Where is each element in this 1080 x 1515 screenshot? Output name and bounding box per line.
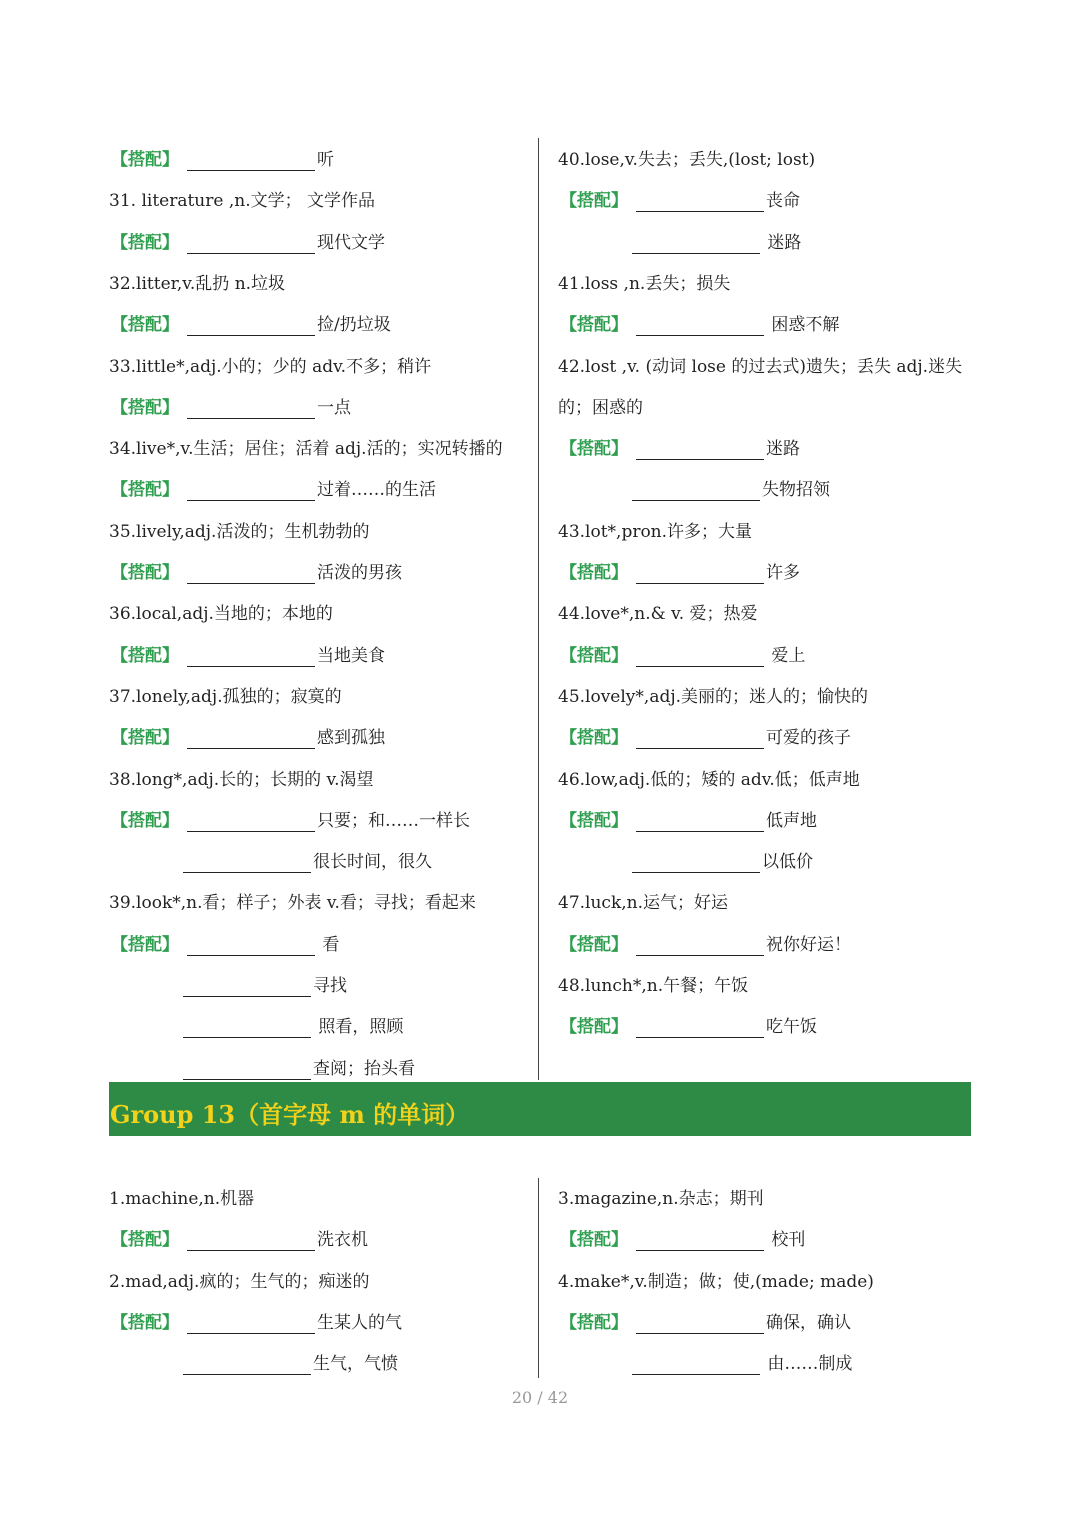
word-entry: 35.lively,adj.活泼的；生机勃勃的 [109, 521, 370, 542]
collocation-tag: 【搭配】 [111, 934, 179, 955]
collocation-meaning: 洗衣机 [317, 1230, 368, 1251]
collocation-tag: 【搭配】 [111, 150, 179, 170]
fill-blank [632, 854, 760, 873]
collocation-meaning: 感到孤独 [317, 728, 385, 749]
collocation-tag: 【搭配】 [560, 810, 628, 831]
collocation-line [560, 314, 839, 336]
word-entry: 48.lunch*,n.午餐；午饭 [558, 976, 749, 996]
word-entry: 的；困惑的 [558, 397, 643, 418]
fill-blank [636, 937, 764, 956]
collocation-line [560, 438, 800, 460]
fill-blank [187, 937, 315, 956]
word-entry: 4.make*,v.制造；做；使,(made; made) [558, 1271, 874, 1292]
word-entry: 36.local,adj.当地的；本地的 [109, 604, 333, 625]
collocation-line [111, 149, 334, 171]
collocation-line [560, 562, 800, 584]
word-entry: 47.luck,n.运气；好运 [558, 893, 728, 914]
collocation-tag: 【搭配】 [560, 315, 628, 336]
collocation-meaning: 爱上 [766, 645, 806, 666]
word-entry: 40.lose,v.失去；丢失,(lost; lost) [558, 150, 816, 170]
word-entry: 32.litter,v.乱扔 n.垃圾 [109, 273, 286, 294]
fill-blank [187, 565, 315, 584]
collocation-line [560, 934, 851, 956]
collocation-tag: 【搭配】 [111, 810, 179, 831]
collocation-meaning: 捡/扔垃圾 [317, 315, 391, 336]
collocation-tag: 【搭配】 [111, 728, 179, 749]
page-number: 20 / 42 [511, 1388, 569, 1407]
collocation-meaning: 看 [317, 934, 340, 955]
fill-blank [636, 1232, 764, 1251]
word-entry: 31. literature ,n.文学； 文学作品 [109, 191, 375, 212]
collocation-tag: 【搭配】 [111, 397, 179, 418]
word-entry: 2.mad,adj.疯的；生气的；痴迷的 [109, 1271, 370, 1292]
collocation-meaning: 丧命 [766, 191, 800, 212]
collocation-tag: 【搭配】 [111, 563, 179, 583]
word-entry: 43.lot*,pron.许多；大量 [558, 521, 753, 542]
column-divider-bottom [538, 1178, 539, 1378]
group-header: Group 13（首字母 m 的单词） [110, 1100, 470, 1129]
collocation-meaning: 过着……的生活 [317, 480, 436, 501]
collocation-tag: 【搭配】 [560, 191, 628, 212]
collocation-meaning: 当地美食 [317, 645, 385, 666]
collocation-line [111, 397, 351, 419]
word-entry: 45.lovely*,adj.美丽的；迷人的；愉快的 [558, 686, 869, 707]
collocation-meaning: 校刊 [766, 1230, 806, 1251]
collocation-line [111, 727, 385, 749]
fill-blank [187, 317, 315, 336]
fill-blank [187, 152, 315, 171]
fill-blank [636, 1315, 764, 1334]
fill-blank [636, 730, 764, 749]
collocation-tag: 【搭配】 [111, 645, 179, 666]
collocation-line [560, 810, 817, 832]
collocation-line [560, 645, 805, 667]
word-entry: 46.low,adj.低的；矮的 adv.低；低声地 [558, 769, 860, 790]
collocation-meaning: 听 [317, 150, 334, 170]
fill-blank [187, 730, 315, 749]
collocation-line [111, 1229, 368, 1251]
collocation-meaning: 迷路 [762, 232, 802, 253]
collocation-meaning: 查阅；抬头看 [313, 1058, 415, 1079]
collocation-line [111, 810, 470, 832]
fill-blank [187, 1315, 315, 1334]
collocation-meaning: 现代文学 [317, 232, 385, 253]
word-entry: 33.little*,adj.小的；少的 adv.不多；稍许 [109, 356, 432, 377]
collocation-tag: 【搭配】 [111, 315, 179, 336]
collocation-tag: 【搭配】 [560, 1017, 628, 1038]
fill-blank [187, 1232, 315, 1251]
word-entry: 37.lonely,adj.孤独的；寂寞的 [109, 686, 342, 707]
collocation-line [560, 1229, 805, 1251]
word-entry: 42.lost ,v. (动词 lose 的过去式)遗失；丢失 adj.迷失 [558, 356, 963, 377]
collocation-line [111, 1312, 402, 1334]
fill-blank [632, 482, 760, 501]
word-entry: 44.love*,n.& v. 爱；热爱 [558, 604, 758, 625]
collocation-tag: 【搭配】 [111, 480, 179, 501]
collocation-line [560, 1016, 817, 1038]
word-entry: 41.loss ,n.丢失；损失 [558, 273, 731, 294]
collocation-meaning: 可爱的孩子 [766, 728, 851, 749]
collocation-meaning: 迷路 [766, 439, 800, 460]
collocation-tag: 【搭配】 [560, 645, 628, 666]
fill-blank [636, 441, 764, 460]
collocation-extra-line [632, 1353, 852, 1375]
collocation-meaning: 许多 [766, 563, 800, 583]
collocation-meaning: 活泼的男孩 [317, 563, 402, 583]
fill-blank [632, 235, 760, 254]
collocation-extra-line [183, 1353, 398, 1375]
collocation-extra-line [183, 1058, 415, 1080]
collocation-meaning: 失物招领 [762, 480, 830, 501]
collocation-meaning: 照看，照顾 [313, 1017, 404, 1038]
collocation-meaning: 很长时间，很久 [313, 852, 432, 873]
fill-blank [187, 400, 315, 419]
collocation-line [560, 727, 851, 749]
word-entry: 3.magazine,n.杂志；期刊 [558, 1189, 764, 1209]
collocation-tag: 【搭配】 [560, 439, 628, 460]
collocation-meaning: 一点 [317, 397, 351, 418]
fill-blank [183, 1019, 311, 1038]
collocation-meaning: 由……制成 [762, 1354, 853, 1375]
fill-blank [636, 193, 764, 212]
collocation-line [560, 190, 800, 212]
collocation-meaning: 确保，确认 [766, 1312, 851, 1333]
collocation-line [111, 934, 339, 956]
collocation-tag: 【搭配】 [560, 563, 628, 583]
collocation-tag: 【搭配】 [560, 1230, 628, 1251]
collocation-line [111, 232, 385, 254]
fill-blank [636, 565, 764, 584]
fill-blank [636, 1019, 764, 1038]
fill-blank [636, 648, 764, 667]
collocation-line [560, 1312, 851, 1334]
collocation-tag: 【搭配】 [560, 728, 628, 749]
fill-blank [187, 235, 315, 254]
collocation-line [111, 479, 436, 501]
collocation-tag: 【搭配】 [560, 934, 628, 955]
collocation-extra-line [183, 851, 432, 873]
fill-blank [187, 648, 315, 667]
collocation-line [111, 645, 385, 667]
fill-blank [183, 1356, 311, 1375]
collocation-meaning: 困惑不解 [766, 315, 840, 336]
fill-blank [187, 482, 315, 501]
collocation-extra-line [183, 975, 347, 997]
collocation-extra-line [632, 479, 830, 501]
collocation-meaning: 以低价 [762, 852, 813, 873]
collocation-tag: 【搭配】 [111, 232, 179, 253]
collocation-meaning: 祝你好运！ [766, 934, 851, 955]
column-divider-top [538, 138, 539, 1080]
word-entry: 38.long*,adj.长的；长期的 v.渴望 [109, 769, 374, 790]
collocation-extra-line [632, 851, 813, 873]
collocation-tag: 【搭配】 [111, 1230, 179, 1251]
collocation-meaning: 吃午饭 [766, 1017, 817, 1038]
word-entry: 39.look*,n.看；样子；外表 v.看；寻找；看起来 [109, 893, 476, 914]
collocation-meaning: 生气，气愤 [313, 1354, 398, 1375]
collocation-meaning: 寻找 [313, 976, 347, 996]
collocation-line [111, 562, 402, 584]
collocation-line [111, 314, 391, 336]
word-entry: 34.live*,v.生活；居住；活着 adj.活的；实况转播的 [109, 439, 503, 460]
fill-blank [187, 813, 315, 832]
fill-blank [632, 1356, 760, 1375]
fill-blank [183, 854, 311, 873]
collocation-tag: 【搭配】 [111, 1312, 179, 1333]
collocation-extra-line [183, 1016, 403, 1038]
collocation-extra-line [632, 232, 801, 254]
collocation-meaning: 只要；和……一样长 [317, 810, 470, 831]
word-entry: 1.machine,n.机器 [109, 1189, 255, 1209]
collocation-tag: 【搭配】 [560, 1312, 628, 1333]
fill-blank [183, 978, 311, 997]
collocation-meaning: 生某人的气 [317, 1312, 402, 1333]
fill-blank [183, 1061, 311, 1080]
fill-blank [636, 813, 764, 832]
collocation-meaning: 低声地 [766, 810, 817, 831]
fill-blank [636, 317, 764, 336]
